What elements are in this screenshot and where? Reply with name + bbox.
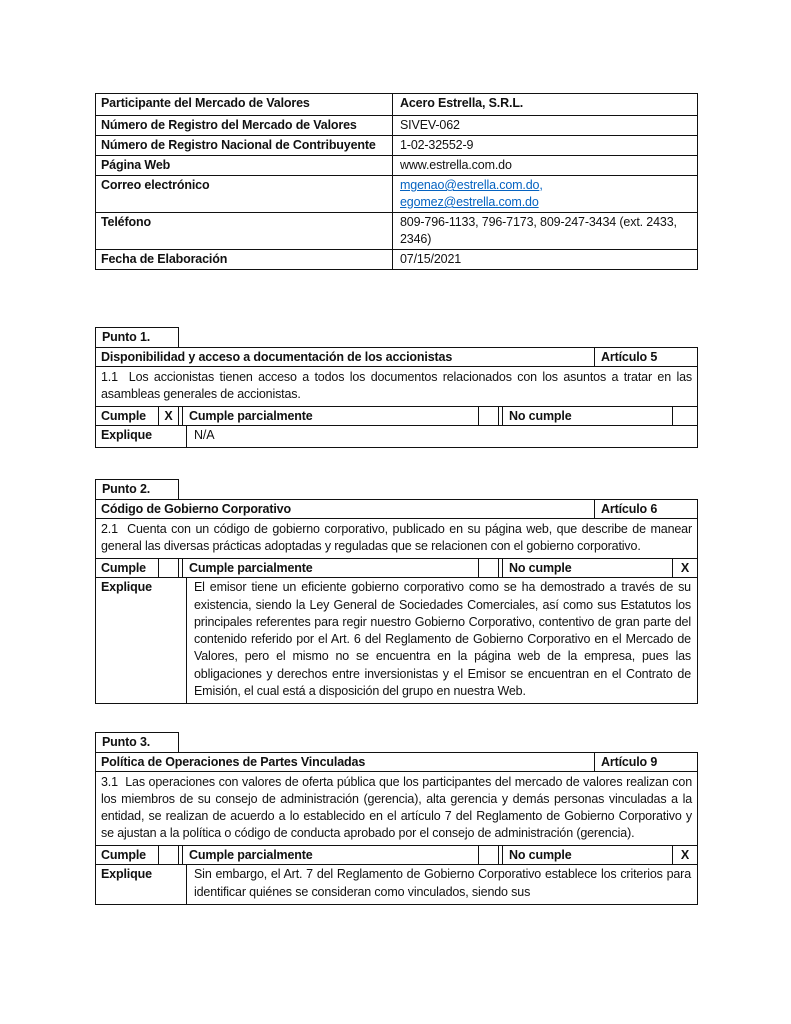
punto-1-tab: Punto 1. [95,327,179,348]
no-cumple-checkbox: X [680,848,690,863]
website-label: Página Web [96,156,393,175]
no-cumple-label: No cumple [503,407,673,425]
elaboration-date-label: Fecha de Elaboración [96,250,393,269]
document-content [95,93,698,905]
punto-1-header-row [96,348,697,367]
cumple-label: Cumple [96,846,159,864]
punto-3-title: Política de Operaciones de Partes Vinculadas [96,753,595,772]
taxpayer-number-label: Número de Registro Nacional de Contribuyente [96,136,393,155]
punto-2-articulo: Artículo 6 [601,501,658,516]
phone-value: 809-796-1133, 796-7173, 809-247-3434 (ext. 2433, 2346) [400,215,677,246]
email-line [400,194,693,211]
explique-label: Explique [96,865,187,904]
no-cumple-checkbox [673,407,697,425]
punto-3-table [95,752,698,905]
punto-2-compliance-row [96,558,697,577]
cumple-parcialmente-checkbox [479,846,499,864]
punto-2-explain-row [96,577,697,703]
email-line [400,177,693,194]
punto-3-explain-text: Sin embargo, el Art. 7 del Reglamento de Gobierno Corporativo establece los criterios para identificar quiénes se consideran como vinculados, siendo sus [194,867,691,899]
punto-2-table [95,499,698,705]
email-suffix: , [539,178,543,192]
cumple-parcialmente-checkbox [479,407,499,425]
no-cumple-label: No cumple [503,559,673,577]
punto-3-header-row [96,753,697,772]
phone-label: Teléfono [96,213,393,249]
participant-label: Participante del Mercado de Valores [96,94,393,115]
punto-2-explain-text: El emisor tiene un eficiente gobierno corporativo como se ha demostrado a través de su existencia, siendo la Ley General de Sociedades Comerciales, así como sus Estatutos los principales referentes para regir nuestro Gobierno Corporativo, contentivo de gran parte del contenido referido por el Art. 6 del Reglamento de Gobierno Corporativo en el Mercado de Valores, pero el mismo no se encuentra en la página web de la empresa, pues las obligaciones y derechos entre inversionistas y el Emisor se encuentran en el Contrato de Emisión, el cual está a disposición del grupo en nuestra Web. [194,580,691,699]
punto-3-explain-row [96,864,697,904]
punto-1-compliance-row [96,406,697,425]
no-cumple-label: No cumple [503,846,673,864]
explique-label: Explique [96,578,187,703]
email-link[interactable]: egomez@estrella.com.do [400,195,539,209]
cumple-label: Cumple [96,559,159,577]
no-cumple-checkbox: X [680,561,690,576]
taxpayer-number-value: 1-02-32552-9 [400,138,474,152]
punto-2-tab: Punto 2. [95,479,179,500]
email-value [393,176,697,212]
punto-3-question: 3.1 Las operaciones con valores de oferta pública que los participantes del mercado de valores realizan con los miembros de su consejo de administración (gerencia), alta gerencia y demás personas vinculadas a la entidad, se realizan de acuerdo a lo establecido en el artículo 7 del Reglamento de Gobierno Corporativo y se ajustan a la política o código de conducta aprobado por el consejo de administración (gerencia). [96,771,697,845]
registry-number-value: SIVEV-062 [400,118,460,132]
punto-1-table [95,347,698,449]
cumple-checkbox [159,559,179,577]
punto-1-question: 1.1 Los accionistas tienen acceso a todos los documentos relacionados con los asuntos a tratar en las asambleas generales de accionistas. [96,366,697,406]
cumple-checkbox [159,846,179,864]
cumple-parcialmente-label: Cumple parcialmente [183,846,479,864]
cumple-parcialmente-label: Cumple parcialmente [183,407,479,425]
participant-info-table [95,93,698,270]
elaboration-date-value: 07/15/2021 [400,252,462,266]
email-label: Correo electrónico [96,176,393,212]
email-link[interactable]: mgenao@estrella.com.do [400,178,540,192]
table-row [96,176,697,213]
punto-2-question: 2.1 Cuenta con un código de gobierno corporativo, publicado en su página web, que describe de manear general las diversas prácticas adoptadas y reguladas que se relacionen con el gobierno corporativo. [96,518,697,558]
punto-3-articulo: Artículo 9 [601,754,658,769]
punto-1-explain-row [96,425,697,447]
punto-2-title: Código de Gobierno Corporativo [96,500,595,519]
punto-1-title: Disponibilidad y acceso a documentación de los accionistas [96,348,595,367]
table-row [96,136,697,156]
website-value: www.estrella.com.do [400,158,512,172]
table-row [96,94,697,116]
punto-1-articulo: Artículo 5 [601,349,658,364]
punto-2-header-row [96,500,697,519]
table-row [96,213,697,250]
punto-3-tab: Punto 3. [95,732,179,753]
table-row [96,250,697,269]
participant-value: Acero Estrella, S.R.L. [400,96,524,110]
table-row [96,116,697,136]
cumple-label: Cumple [96,407,159,425]
registry-number-label: Número de Registro del Mercado de Valores [96,116,393,135]
punto-1-section [95,327,698,448]
table-row [96,156,697,176]
punto-2-section [95,479,698,704]
cumple-parcialmente-checkbox [479,559,499,577]
punto-3-section [95,732,698,905]
punto-3-compliance-row [96,845,697,864]
punto-1-explain-text: N/A [194,428,215,442]
cumple-checkbox: X [159,407,179,425]
cumple-parcialmente-label: Cumple parcialmente [183,559,479,577]
explique-label: Explique [96,426,187,447]
